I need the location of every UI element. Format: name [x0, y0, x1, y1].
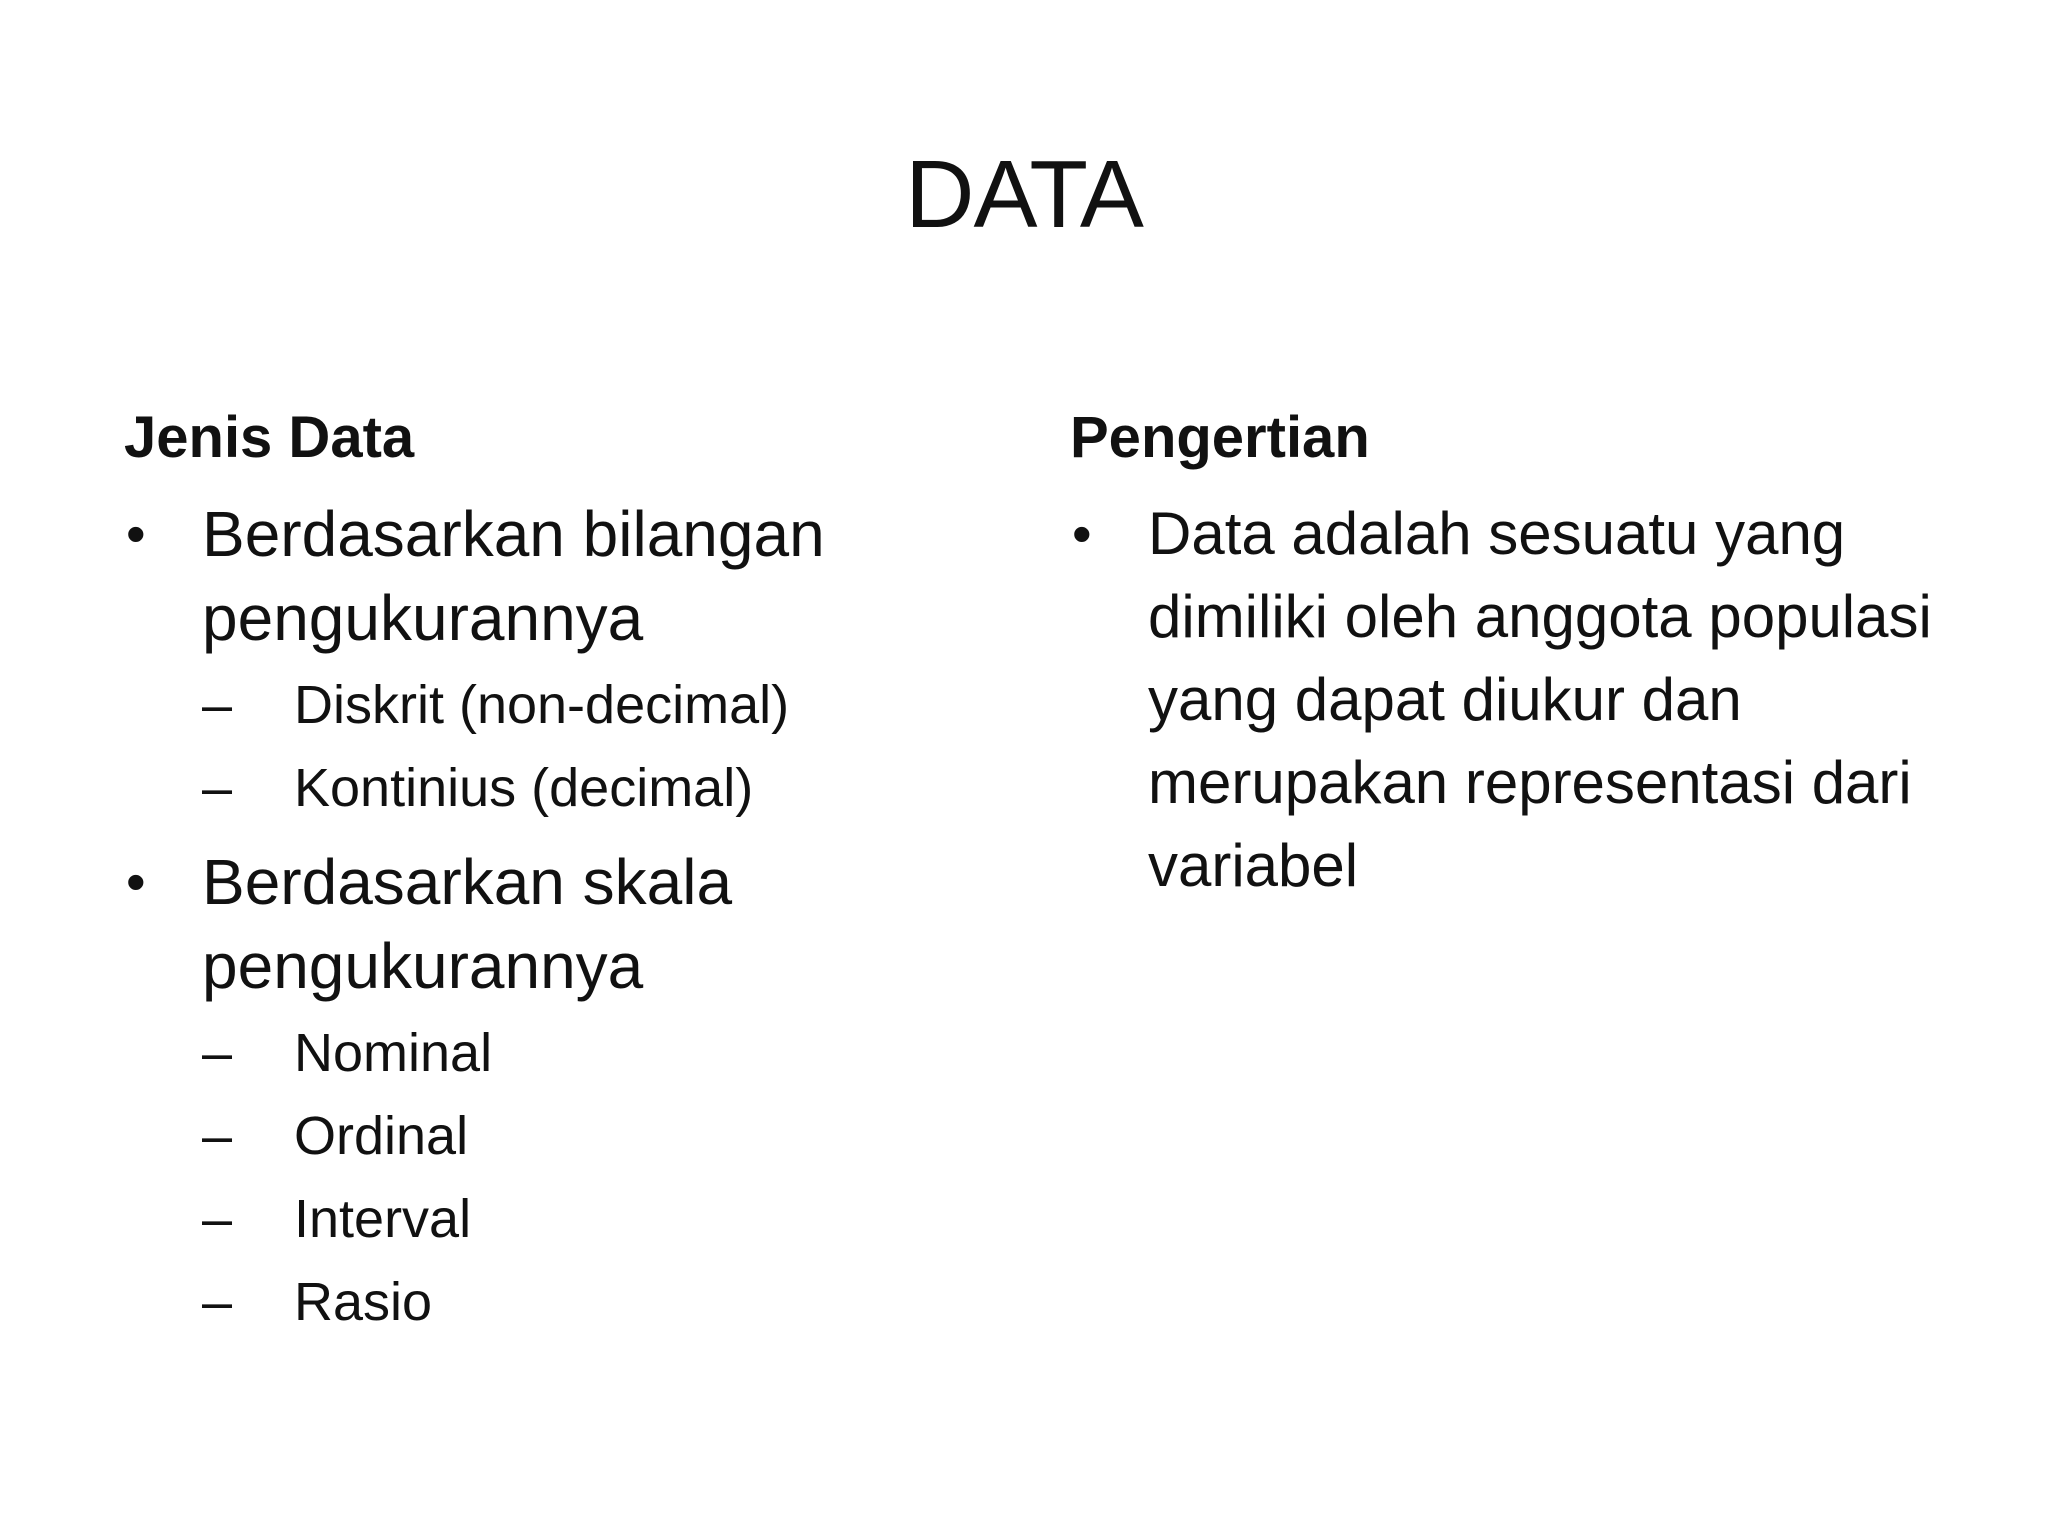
dash-icon: –: [202, 1023, 233, 1083]
bullet-item: [124, 840, 984, 1344]
bullet-icon: •: [1072, 502, 1092, 565]
dash-icon: –: [202, 758, 233, 818]
dash-icon: –: [202, 1272, 233, 1332]
sub-item-text: Rasio: [294, 1272, 433, 1332]
sub-item: [202, 1012, 984, 1095]
sub-item-text: Interval: [294, 1189, 472, 1249]
sub-item-text: Kontinius (decimal): [294, 758, 754, 818]
sub-item-text: Ordinal: [294, 1106, 469, 1166]
right-column: [1070, 398, 1970, 913]
sub-item: [202, 1095, 984, 1178]
dash-icon: –: [202, 1106, 233, 1166]
sub-list: [202, 664, 984, 830]
bullet-item: [124, 492, 984, 830]
bullet-text: Berdasarkan skala pengukurannya: [202, 846, 733, 1002]
sub-list: [202, 1012, 984, 1344]
bullet-icon: •: [126, 850, 146, 913]
sub-item-text: Nominal: [294, 1023, 493, 1083]
sub-item-text: Diskrit (non-decimal): [294, 675, 790, 735]
bullet-text: Berdasarkan bilangan pengukurannya: [202, 498, 825, 654]
right-column-heading: Pengertian: [1070, 405, 1370, 470]
left-column: [124, 398, 984, 1354]
left-bullet-list: [124, 492, 984, 1344]
dash-icon: –: [202, 1189, 233, 1249]
right-bullet-list: [1070, 492, 1970, 907]
sub-item: [202, 747, 984, 830]
sub-item: [202, 664, 984, 747]
bullet-icon: •: [126, 502, 146, 565]
bullet-text: Data adalah sesuatu yang dimiliki oleh anggota populasi yang dapat diukur dan merupakan representasi dari variabel: [1148, 500, 1932, 899]
sub-item: [202, 1178, 984, 1261]
left-column-heading: Jenis Data: [124, 405, 415, 470]
slide-title: DATA: [905, 141, 1143, 248]
bullet-item: [1070, 492, 1970, 907]
sub-item: [202, 1261, 984, 1344]
dash-icon: –: [202, 675, 233, 735]
